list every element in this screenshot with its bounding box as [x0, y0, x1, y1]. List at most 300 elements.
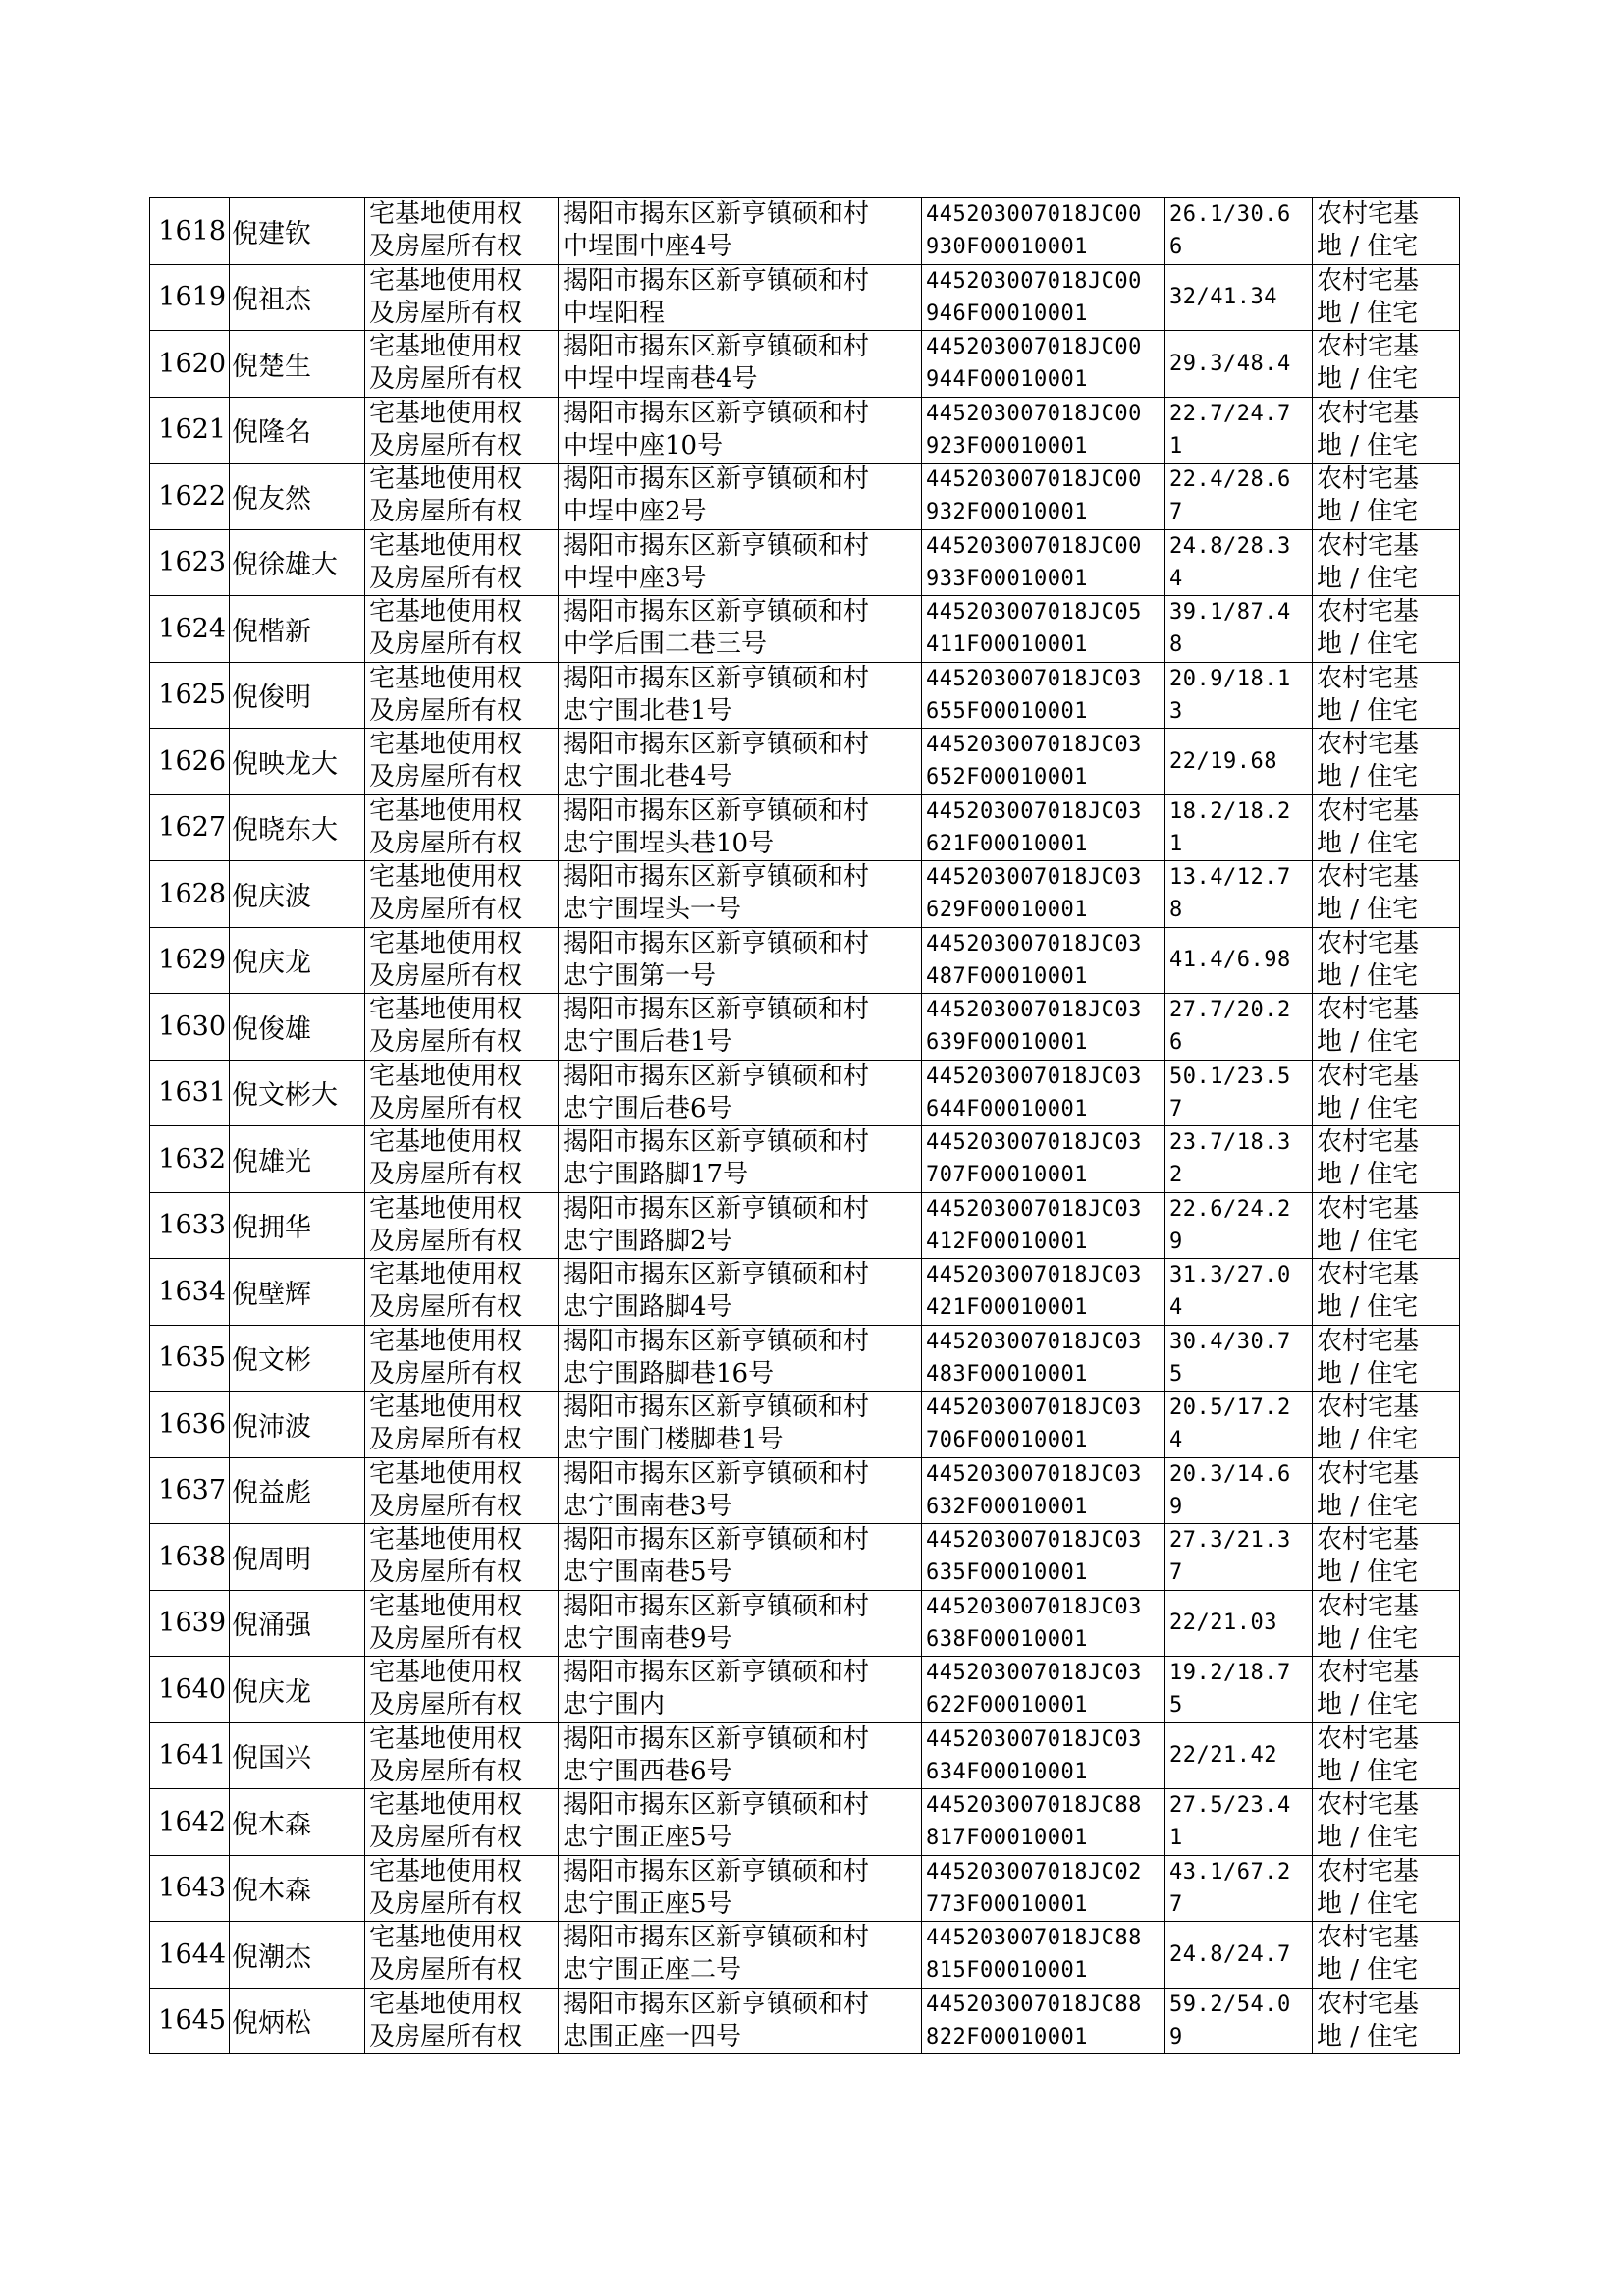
unit-code-cell — [922, 1192, 1165, 1259]
address-line: 揭阳市揭东区新亨镇硕和村 — [563, 1326, 870, 1356]
area-cell — [1165, 397, 1313, 464]
address-cell — [559, 331, 922, 398]
right-type-line: 宅基地使用权 — [369, 1658, 523, 1688]
owner-name-cell: 倪楷新 — [230, 596, 365, 663]
right-type-cell — [365, 596, 559, 663]
area-cell — [1165, 1457, 1313, 1524]
unit-code-line: 445203007018JC03 — [926, 1594, 1142, 1619]
usage-line: 地 / 住宅 — [1317, 960, 1419, 991]
right-type-cell — [365, 1192, 559, 1259]
right-type-cell — [365, 331, 559, 398]
area-line: 20.5/17.2 — [1169, 1395, 1291, 1421]
unit-code-cell — [922, 1524, 1165, 1591]
right-type-cell — [365, 1722, 559, 1789]
usage-line: 地 / 住宅 — [1317, 629, 1419, 660]
usage-line: 地 / 住宅 — [1317, 1160, 1419, 1190]
area-line: 4 — [1169, 566, 1183, 591]
usage-line: 地 / 住宅 — [1317, 563, 1419, 593]
owner-name-cell: 倪楚生 — [230, 331, 365, 398]
unit-code-line: 822F00010001 — [926, 2024, 1088, 2049]
usage-line: 农村宅基 — [1317, 199, 1420, 230]
address-cell — [559, 1722, 922, 1789]
unit-code-cell — [922, 529, 1165, 596]
usage-line: 农村宅基 — [1317, 663, 1420, 693]
right-type-cell — [365, 1060, 559, 1126]
unit-code-line: 655F00010001 — [926, 698, 1088, 724]
area-line: 2 — [1169, 1163, 1183, 1188]
address-line: 忠宁围西巷6号 — [563, 1756, 732, 1786]
unit-code-line: 773F00010001 — [926, 1891, 1088, 1917]
usage-line: 农村宅基 — [1317, 1856, 1420, 1886]
address-cell — [559, 1524, 922, 1591]
usage-cell — [1313, 729, 1460, 795]
right-type-cell — [365, 794, 559, 861]
owner-name-cell: 倪木森 — [230, 1855, 365, 1922]
unit-code-cell — [922, 1259, 1165, 1326]
unit-code-line: 632F00010001 — [926, 1494, 1088, 1519]
table-row — [150, 1192, 1460, 1259]
table-row — [150, 397, 1460, 464]
right-type-line: 宅基地使用权 — [369, 1591, 523, 1621]
unit-code-line: 644F00010001 — [926, 1096, 1088, 1121]
registry-table — [149, 197, 1460, 2054]
unit-code-cell — [922, 729, 1165, 795]
address-cell — [559, 464, 922, 530]
owner-name-cell: 倪建钦 — [230, 198, 365, 265]
right-type-line: 宅基地使用权 — [369, 199, 523, 230]
row-number-cell: 1643 — [150, 1855, 230, 1922]
row-number-cell: 1622 — [150, 464, 230, 530]
right-type-line: 宅基地使用权 — [369, 1393, 523, 1423]
unit-code-line: 944F00010001 — [926, 367, 1088, 393]
owner-name-cell: 倪庆龙 — [230, 927, 365, 994]
right-type-line: 及房屋所有权 — [369, 1823, 523, 1853]
right-type-cell — [365, 1590, 559, 1657]
right-type-line: 及房屋所有权 — [369, 895, 523, 925]
address-line: 中埕围中座4号 — [563, 232, 732, 262]
usage-line: 农村宅基 — [1317, 928, 1420, 958]
row-number-cell: 1631 — [150, 1060, 230, 1126]
unit-code-line: 445203007018JC88 — [926, 1793, 1142, 1819]
address-line: 揭阳市揭东区新亨镇硕和村 — [563, 795, 870, 826]
right-type-line: 及房屋所有权 — [369, 364, 523, 395]
right-type-cell — [365, 198, 559, 265]
right-type-cell — [365, 1657, 559, 1723]
owner-name-cell: 倪涌强 — [230, 1590, 365, 1657]
row-number-cell: 1633 — [150, 1192, 230, 1259]
area-line: 9 — [1169, 2024, 1183, 2049]
address-line: 忠围正座一四号 — [563, 2021, 742, 2051]
address-line: 忠宁围北巷1号 — [563, 695, 732, 726]
unit-code-line: 445203007018JC00 — [926, 202, 1142, 228]
address-line: 忠宁围后巷6号 — [563, 1093, 732, 1123]
owner-name-cell: 倪祖杰 — [230, 264, 365, 331]
unit-code-line: 932F00010001 — [926, 500, 1088, 525]
owner-name-cell: 倪徐雄大 — [230, 529, 365, 596]
right-type-line: 宅基地使用权 — [369, 862, 523, 893]
address-cell — [559, 1392, 922, 1458]
unit-code-line: 445203007018JC00 — [926, 268, 1142, 294]
address-cell — [559, 1325, 922, 1392]
row-number-cell: 1618 — [150, 198, 230, 265]
area-line: 32/41.34 — [1169, 285, 1277, 310]
address-cell — [559, 1657, 922, 1723]
row-number-cell: 1634 — [150, 1259, 230, 1326]
unit-code-line: 483F00010001 — [926, 1361, 1088, 1387]
area-line: 1 — [1169, 1826, 1183, 1851]
address-line: 忠宁围第一号 — [563, 960, 717, 991]
address-line: 揭阳市揭东区新亨镇硕和村 — [563, 1061, 870, 1091]
area-line: 22.7/24.7 — [1169, 401, 1291, 426]
area-line: 4 — [1169, 1295, 1183, 1321]
usage-line: 农村宅基 — [1317, 862, 1420, 893]
area-cell — [1165, 662, 1313, 729]
right-type-cell — [365, 1259, 559, 1326]
area-line: 18.2/18.2 — [1169, 798, 1291, 824]
unit-code-line: 634F00010001 — [926, 1759, 1088, 1784]
unit-code-line: 445203007018JC02 — [926, 1859, 1142, 1885]
address-line: 中埕中座3号 — [563, 563, 707, 593]
right-type-line: 宅基地使用权 — [369, 663, 523, 693]
owner-name-cell: 倪木森 — [230, 1789, 365, 1856]
usage-line: 农村宅基 — [1317, 265, 1420, 296]
address-line: 揭阳市揭东区新亨镇硕和村 — [563, 1127, 870, 1158]
usage-line: 农村宅基 — [1317, 1723, 1420, 1754]
registry-table-body — [150, 198, 1460, 2054]
area-line: 20.3/14.6 — [1169, 1461, 1291, 1487]
unit-code-line: 445203007018JC03 — [926, 1130, 1142, 1156]
right-type-line: 及房屋所有权 — [369, 1955, 523, 1986]
usage-line: 农村宅基 — [1317, 530, 1420, 561]
right-type-line: 及房屋所有权 — [369, 1491, 523, 1521]
usage-line: 地 / 住宅 — [1317, 2021, 1419, 2051]
area-line: 1 — [1169, 433, 1183, 459]
address-line: 揭阳市揭东区新亨镇硕和村 — [563, 464, 870, 495]
usage-cell — [1313, 331, 1460, 398]
usage-line: 地 / 住宅 — [1317, 1623, 1419, 1654]
address-cell — [559, 1789, 922, 1856]
address-line: 中埕中座2号 — [563, 497, 707, 527]
unit-code-line: 629F00010001 — [926, 898, 1088, 923]
unit-code-cell — [922, 1060, 1165, 1126]
right-type-line: 宅基地使用权 — [369, 1989, 523, 2019]
usage-cell — [1313, 1392, 1460, 1458]
usage-line: 农村宅基 — [1317, 730, 1420, 760]
owner-name-cell: 倪周明 — [230, 1524, 365, 1591]
usage-line: 农村宅基 — [1317, 398, 1420, 428]
address-line: 揭阳市揭东区新亨镇硕和村 — [563, 1989, 870, 2019]
unit-code-line: 445203007018JC88 — [926, 1926, 1142, 1951]
table-row — [150, 1590, 1460, 1657]
right-type-line: 及房屋所有权 — [369, 1557, 523, 1588]
usage-line: 农村宅基 — [1317, 795, 1420, 826]
usage-cell — [1313, 1789, 1460, 1856]
address-line: 忠宁围南巷5号 — [563, 1557, 732, 1588]
address-cell — [559, 198, 922, 265]
table-row — [150, 1722, 1460, 1789]
address-cell — [559, 596, 922, 663]
unit-code-line: 445203007018JC03 — [926, 1661, 1142, 1686]
usage-cell — [1313, 662, 1460, 729]
right-type-line: 及房屋所有权 — [369, 960, 523, 991]
right-type-line: 宅基地使用权 — [369, 1326, 523, 1356]
usage-line: 地 / 住宅 — [1317, 762, 1419, 792]
unit-code-cell — [922, 1988, 1165, 2054]
address-cell — [559, 861, 922, 928]
row-number-cell: 1638 — [150, 1524, 230, 1591]
usage-line: 地 / 住宅 — [1317, 1491, 1419, 1521]
row-number-cell: 1636 — [150, 1392, 230, 1458]
right-type-line: 宅基地使用权 — [369, 1923, 523, 1953]
usage-line: 地 / 住宅 — [1317, 1226, 1419, 1256]
owner-name-cell: 倪沛波 — [230, 1392, 365, 1458]
area-line: 24.8/24.7 — [1169, 1941, 1291, 1967]
table-row — [150, 529, 1460, 596]
right-type-cell — [365, 1789, 559, 1856]
right-type-line: 及房屋所有权 — [369, 497, 523, 527]
table-row — [150, 1922, 1460, 1989]
area-cell — [1165, 529, 1313, 596]
area-line: 7 — [1169, 1560, 1183, 1586]
unit-code-line: 652F00010001 — [926, 765, 1088, 791]
unit-code-line: 707F00010001 — [926, 1163, 1088, 1188]
unit-code-line: 445203007018JC03 — [926, 1064, 1142, 1089]
right-type-cell — [365, 264, 559, 331]
usage-cell — [1313, 1259, 1460, 1326]
right-type-line: 宅基地使用权 — [369, 1790, 523, 1821]
address-line: 忠宁围正座5号 — [563, 1823, 732, 1853]
address-line: 中埕中座10号 — [563, 430, 724, 461]
usage-cell — [1313, 596, 1460, 663]
unit-code-cell — [922, 397, 1165, 464]
usage-line: 地 / 住宅 — [1317, 232, 1419, 262]
unit-code-line: 445203007018JC03 — [926, 1461, 1142, 1487]
owner-name-cell: 倪俊明 — [230, 662, 365, 729]
usage-cell — [1313, 1722, 1460, 1789]
area-line: 26.1/30.6 — [1169, 202, 1291, 228]
address-line: 揭阳市揭东区新亨镇硕和村 — [563, 1591, 870, 1621]
usage-cell — [1313, 1855, 1460, 1922]
unit-code-cell — [922, 1325, 1165, 1392]
usage-cell — [1313, 1192, 1460, 1259]
row-number-cell: 1645 — [150, 1988, 230, 2054]
row-number-cell: 1641 — [150, 1722, 230, 1789]
usage-cell — [1313, 794, 1460, 861]
table-row — [150, 1988, 1460, 2054]
usage-cell — [1313, 1457, 1460, 1524]
owner-name-cell: 倪隆名 — [230, 397, 365, 464]
area-cell — [1165, 1988, 1313, 2054]
unit-code-line: 445203007018JC00 — [926, 335, 1142, 360]
unit-code-line: 930F00010001 — [926, 235, 1088, 260]
area-cell — [1165, 1722, 1313, 1789]
row-number-cell: 1623 — [150, 529, 230, 596]
right-type-line: 及房屋所有权 — [369, 430, 523, 461]
right-type-line: 宅基地使用权 — [369, 530, 523, 561]
right-type-line: 及房屋所有权 — [369, 1358, 523, 1389]
usage-line: 农村宅基 — [1317, 1393, 1420, 1423]
table-row — [150, 927, 1460, 994]
row-number-cell: 1624 — [150, 596, 230, 663]
unit-code-cell — [922, 1457, 1165, 1524]
address-line: 揭阳市揭东区新亨镇硕和村 — [563, 1525, 870, 1556]
owner-name-cell: 倪炳松 — [230, 1988, 365, 2054]
address-line: 揭阳市揭东区新亨镇硕和村 — [563, 663, 870, 693]
row-number-cell: 1635 — [150, 1325, 230, 1392]
usage-line: 地 / 住宅 — [1317, 695, 1419, 726]
right-type-line: 及房屋所有权 — [369, 629, 523, 660]
unit-code-cell — [922, 596, 1165, 663]
owner-name-cell: 倪映龙大 — [230, 729, 365, 795]
usage-line: 农村宅基 — [1317, 1193, 1420, 1224]
table-row — [150, 729, 1460, 795]
address-line: 忠宁围正座二号 — [563, 1955, 742, 1986]
table-row — [150, 1855, 1460, 1922]
usage-line: 地 / 住宅 — [1317, 430, 1419, 461]
right-type-line: 宅基地使用权 — [369, 597, 523, 628]
owner-name-cell: 倪友然 — [230, 464, 365, 530]
area-line: 59.2/54.0 — [1169, 1992, 1291, 2017]
unit-code-line: 445203007018JC88 — [926, 1992, 1142, 2017]
unit-code-line: 933F00010001 — [926, 566, 1088, 591]
area-line: 22/21.03 — [1169, 1611, 1277, 1636]
right-type-line: 宅基地使用权 — [369, 1525, 523, 1556]
unit-code-line: 445203007018JC00 — [926, 467, 1142, 493]
address-line: 揭阳市揭东区新亨镇硕和村 — [563, 1458, 870, 1489]
usage-line: 地 / 住宅 — [1317, 1358, 1419, 1389]
address-line: 揭阳市揭东区新亨镇硕和村 — [563, 1923, 870, 1953]
usage-line: 农村宅基 — [1317, 995, 1420, 1025]
right-type-cell — [365, 1988, 559, 2054]
unit-code-line: 635F00010001 — [926, 1560, 1088, 1586]
right-type-line: 宅基地使用权 — [369, 1723, 523, 1754]
area-cell — [1165, 1789, 1313, 1856]
area-line: 31.3/27.0 — [1169, 1263, 1291, 1288]
address-cell — [559, 794, 922, 861]
right-type-cell — [365, 1524, 559, 1591]
address-cell — [559, 729, 922, 795]
row-number-cell: 1644 — [150, 1922, 230, 1989]
table-row — [150, 1524, 1460, 1591]
usage-line: 地 / 住宅 — [1317, 1557, 1419, 1588]
row-number-cell: 1628 — [150, 861, 230, 928]
address-cell — [559, 1259, 922, 1326]
unit-code-line: 445203007018JC03 — [926, 1528, 1142, 1554]
right-type-cell — [365, 464, 559, 530]
usage-line: 农村宅基 — [1317, 1591, 1420, 1621]
area-line: 24.8/28.3 — [1169, 533, 1291, 559]
usage-cell — [1313, 861, 1460, 928]
right-type-line: 及房屋所有权 — [369, 1756, 523, 1786]
unit-code-line: 445203007018JC03 — [926, 798, 1142, 824]
area-line: 1 — [1169, 831, 1183, 856]
usage-line: 地 / 住宅 — [1317, 298, 1419, 328]
unit-code-line: 445203007018JC03 — [926, 1726, 1142, 1752]
right-type-cell — [365, 1392, 559, 1458]
unit-code-line: 445203007018JC03 — [926, 931, 1142, 956]
usage-line: 农村宅基 — [1317, 1790, 1420, 1821]
right-type-line: 及房屋所有权 — [369, 695, 523, 726]
address-line: 忠宁围南巷9号 — [563, 1623, 732, 1654]
area-cell — [1165, 331, 1313, 398]
area-line: 23.7/18.3 — [1169, 1130, 1291, 1156]
right-type-line: 宅基地使用权 — [369, 398, 523, 428]
usage-cell — [1313, 464, 1460, 530]
row-number-cell: 1621 — [150, 397, 230, 464]
table-row — [150, 1126, 1460, 1193]
right-type-line: 宅基地使用权 — [369, 1193, 523, 1224]
right-type-line: 宅基地使用权 — [369, 1856, 523, 1886]
area-cell — [1165, 1325, 1313, 1392]
usage-line: 农村宅基 — [1317, 464, 1420, 495]
table-row — [150, 1259, 1460, 1326]
address-line: 揭阳市揭东区新亨镇硕和村 — [563, 1856, 870, 1886]
area-cell — [1165, 596, 1313, 663]
address-line: 中埕阳程 — [563, 298, 666, 328]
table-row — [150, 464, 1460, 530]
address-line: 揭阳市揭东区新亨镇硕和村 — [563, 398, 870, 428]
right-type-line: 及房屋所有权 — [369, 1425, 523, 1455]
unit-code-line: 421F00010001 — [926, 1295, 1088, 1321]
unit-code-cell — [922, 927, 1165, 994]
address-line: 忠宁围路脚巷16号 — [563, 1358, 775, 1389]
right-type-line: 宅基地使用权 — [369, 1458, 523, 1489]
address-line: 揭阳市揭东区新亨镇硕和村 — [563, 730, 870, 760]
address-line: 忠宁围内 — [563, 1690, 666, 1721]
usage-line: 农村宅基 — [1317, 1326, 1420, 1356]
area-cell — [1165, 927, 1313, 994]
area-cell — [1165, 1524, 1313, 1591]
address-line: 忠宁围路脚2号 — [563, 1226, 732, 1256]
usage-line: 农村宅基 — [1317, 332, 1420, 362]
area-cell — [1165, 1192, 1313, 1259]
usage-line: 农村宅基 — [1317, 1525, 1420, 1556]
address-line: 忠宁围埕头巷10号 — [563, 828, 775, 858]
address-line: 忠宁围正座5号 — [563, 1888, 732, 1919]
area-line: 6 — [1169, 1030, 1183, 1056]
usage-line: 农村宅基 — [1317, 1260, 1420, 1290]
unit-code-line: 621F00010001 — [926, 831, 1088, 856]
unit-code-line: 445203007018JC00 — [926, 401, 1142, 426]
unit-code-line: 411F00010001 — [926, 632, 1088, 658]
address-line: 忠宁围路脚17号 — [563, 1160, 749, 1190]
area-line: 7 — [1169, 1096, 1183, 1121]
area-line: 9 — [1169, 1229, 1183, 1254]
usage-cell — [1313, 264, 1460, 331]
usage-line: 农村宅基 — [1317, 1458, 1420, 1489]
area-cell — [1165, 1922, 1313, 1989]
table-row — [150, 1457, 1460, 1524]
area-line: 22/21.42 — [1169, 1743, 1277, 1769]
row-number-cell: 1625 — [150, 662, 230, 729]
address-cell — [559, 1126, 922, 1193]
owner-name-cell: 倪晓东大 — [230, 794, 365, 861]
unit-code-cell — [922, 1855, 1165, 1922]
unit-code-line: 946F00010001 — [926, 301, 1088, 326]
address-line: 忠宁围路脚4号 — [563, 1292, 732, 1323]
right-type-line: 宅基地使用权 — [369, 1061, 523, 1091]
area-line: 30.4/30.7 — [1169, 1329, 1291, 1354]
right-type-line: 宅基地使用权 — [369, 464, 523, 495]
usage-cell — [1313, 1922, 1460, 1989]
right-type-line: 及房屋所有权 — [369, 762, 523, 792]
unit-code-line: 638F00010001 — [926, 1626, 1088, 1652]
area-cell — [1165, 1590, 1313, 1657]
right-type-line: 及房屋所有权 — [369, 828, 523, 858]
row-number-cell: 1632 — [150, 1126, 230, 1193]
owner-name-cell: 倪庆龙 — [230, 1657, 365, 1723]
area-line: 5 — [1169, 1361, 1183, 1387]
